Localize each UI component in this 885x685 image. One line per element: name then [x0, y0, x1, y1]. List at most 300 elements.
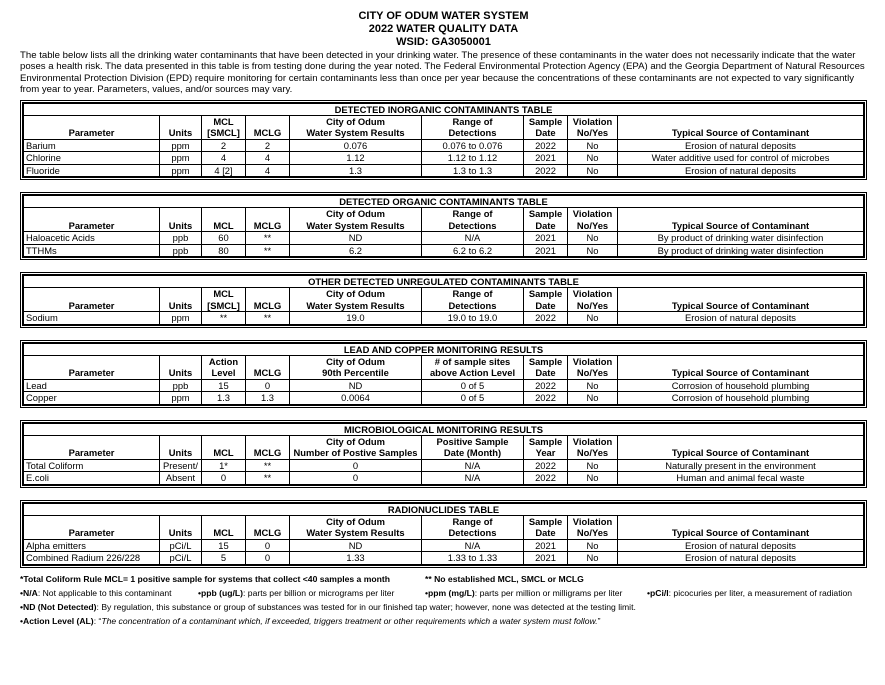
- column-header-line: [26, 516, 157, 527]
- cell-violation: No: [568, 152, 618, 165]
- column-header-line: [204, 516, 243, 527]
- column-header-line: [162, 116, 199, 127]
- title-line-1: CITY OF ODUM WATER SYSTEM: [358, 10, 529, 22]
- cell-sample: 2022: [524, 379, 568, 392]
- note-al-quote-close: ”: [597, 615, 601, 626]
- column-header-source: [618, 288, 864, 312]
- note-ppm-def: : parts per million or milligrams per liter: [474, 587, 623, 598]
- document-title: [20, 10, 867, 49]
- column-header-violation: [568, 115, 618, 139]
- cell-results: 6.2: [290, 244, 422, 257]
- cell-parameter: Total Coliform: [24, 459, 160, 472]
- note-na-term: •N/A: [20, 587, 38, 598]
- cell-mclg: 2: [246, 139, 290, 152]
- cell-mclg: **: [246, 232, 290, 245]
- note-no-mcl: ** No established MCL, SMCL or MCLG: [425, 573, 584, 584]
- table-row: [24, 459, 864, 472]
- note-na-def: : Not applicable to this contaminant: [37, 587, 172, 598]
- column-header-violation: [568, 435, 618, 459]
- column-header-line: MCL: [213, 115, 234, 127]
- column-header-range: [422, 115, 524, 139]
- note-ppb: [198, 586, 425, 600]
- cell-parameter: Lead: [24, 379, 160, 392]
- table-row: [24, 392, 864, 405]
- table-row: [24, 552, 864, 565]
- column-header-line: [620, 436, 861, 447]
- table-title: DETECTED INORGANIC CONTAMINANTS TABLE: [24, 103, 864, 115]
- column-header-line: City of Odum: [326, 435, 385, 447]
- cell-mcl: 15: [202, 539, 246, 552]
- cell-violation: No: [568, 539, 618, 552]
- column-header-line: Violation: [572, 208, 613, 220]
- column-header-line: No/Yes: [576, 299, 609, 311]
- column-header-line: Level: [211, 367, 236, 379]
- column-header-line: Violation: [572, 115, 613, 127]
- cell-parameter: Chlorine: [24, 152, 160, 165]
- note-na: [20, 586, 198, 600]
- cell-source: By product of drinking water disinfection: [618, 232, 864, 245]
- cell-range: 0.076 to 0.076: [422, 139, 524, 152]
- column-header-line: MCLG: [253, 299, 282, 311]
- column-header-line: # of sample sites: [434, 355, 511, 367]
- note-ppm: [425, 586, 647, 600]
- column-header-line: Year: [535, 447, 556, 459]
- note-al-def: The concentration of a contaminant which, if exceeded, triggers treatment or other requirements which a water system must follow.: [101, 615, 598, 626]
- column-header-line: [248, 356, 287, 367]
- column-header-line: Units: [168, 527, 193, 539]
- note-ppm-term: •ppm (mg/L): [425, 587, 475, 598]
- cell-sample: 2022: [524, 164, 568, 177]
- column-header-parameter: [24, 115, 160, 139]
- table-row: [24, 232, 864, 245]
- column-header-source: [618, 355, 864, 379]
- column-header-line: Sample: [528, 355, 563, 367]
- column-header-violation: [568, 515, 618, 539]
- column-header-mcl: [202, 355, 246, 379]
- column-header-line: [620, 356, 861, 367]
- table-title: OTHER DETECTED UNREGULATED CONTAMINANTS TABLE: [24, 276, 864, 288]
- note-coliform: *Total Coliform Rule MCL= 1 positive sample for systems that collect <40 samples a month: [20, 573, 390, 584]
- footnotes: [20, 572, 867, 628]
- table-row: [24, 139, 864, 152]
- column-header-line: Number of Postive Samples: [293, 447, 418, 459]
- column-header-line: Range of: [452, 115, 493, 127]
- column-header-line: above Action Level: [429, 367, 516, 379]
- cell-violation: No: [568, 392, 618, 405]
- column-header-units: [160, 435, 202, 459]
- note-ppb-term: •ppb (ug/L): [198, 587, 244, 598]
- cell-source: Erosion of natural deposits: [618, 139, 864, 152]
- column-header-line: [SMCL]: [207, 127, 240, 139]
- column-header-line: Typical Source of Contaminant: [671, 127, 810, 139]
- table-box: [20, 340, 867, 408]
- column-header-results: [290, 115, 422, 139]
- column-header-line: Parameter: [68, 219, 115, 231]
- column-header-line: Date (Month): [443, 447, 502, 459]
- cell-mcl: 4: [202, 152, 246, 165]
- cell-source: Corrosion of household plumbing: [618, 379, 864, 392]
- cell-sample: 2021: [524, 244, 568, 257]
- table-row: [24, 164, 864, 177]
- column-header-sample: [524, 288, 568, 312]
- cell-source: Erosion of natural deposits: [618, 164, 864, 177]
- column-header-line: Typical Source of Contaminant: [671, 367, 810, 379]
- table-title: DETECTED ORGANIC CONTAMINANTS TABLE: [24, 196, 864, 208]
- cell-units: ppm: [160, 392, 202, 405]
- column-header-violation: [568, 208, 618, 232]
- cell-mclg: 1.3: [246, 392, 290, 405]
- cell-results: 0: [290, 472, 422, 485]
- table-row: [24, 152, 864, 165]
- column-header-line: Violation: [572, 355, 613, 367]
- cell-mclg: **: [246, 244, 290, 257]
- column-header-range: [422, 435, 524, 459]
- column-header-results: [290, 515, 422, 539]
- column-header-parameter: [24, 435, 160, 459]
- cell-results: 1.33: [290, 552, 422, 565]
- column-header-line: Date: [535, 127, 556, 139]
- cell-results: 0: [290, 459, 422, 472]
- column-header-line: City of Odum: [326, 288, 385, 300]
- cell-mcl: 4 [2]: [202, 164, 246, 177]
- column-header-line: 90th Percentile: [322, 367, 389, 379]
- note-nd-term: •ND (Not Detected): [20, 601, 97, 612]
- cell-range: N/A: [422, 232, 524, 245]
- cell-violation: No: [568, 232, 618, 245]
- column-header-line: No/Yes: [576, 447, 609, 459]
- cell-units: ppb: [160, 379, 202, 392]
- cell-source: Corrosion of household plumbing: [618, 392, 864, 405]
- cell-mclg: **: [246, 459, 290, 472]
- cell-violation: No: [568, 244, 618, 257]
- column-header-line: Violation: [572, 288, 613, 300]
- column-header-line: [26, 116, 157, 127]
- column-header-line: Parameter: [68, 127, 115, 139]
- column-header-units: [160, 208, 202, 232]
- column-header-line: Detections: [448, 299, 497, 311]
- note-ppb-def: : parts per billion or micrograms per liter: [243, 587, 395, 598]
- column-header-line: [620, 516, 861, 527]
- cell-sample: 2022: [524, 312, 568, 325]
- column-header-line: Typical Source of Contaminant: [671, 299, 810, 311]
- cell-mcl: 1*: [202, 459, 246, 472]
- table-header-row: [24, 355, 864, 379]
- cell-mclg: 4: [246, 152, 290, 165]
- column-header-source: [618, 515, 864, 539]
- cell-parameter: Sodium: [24, 312, 160, 325]
- contaminant-table: [23, 503, 864, 565]
- note-action-level: [20, 614, 867, 628]
- column-header-line: MCL: [213, 219, 234, 231]
- cell-parameter: Alpha emitters: [24, 539, 160, 552]
- table-box: [20, 272, 867, 328]
- column-header-mcl: [202, 208, 246, 232]
- column-header-mcl: [202, 435, 246, 459]
- column-header-source: [618, 115, 864, 139]
- column-header-line: MCL: [213, 447, 234, 459]
- column-header-line: MCL: [213, 527, 234, 539]
- cell-mclg: 0: [246, 379, 290, 392]
- column-header-parameter: [24, 515, 160, 539]
- column-header-source: [618, 435, 864, 459]
- column-header-line: MCLG: [253, 527, 282, 539]
- note-pci: [647, 586, 852, 600]
- column-header-line: Sample: [528, 208, 563, 220]
- cell-results: ND: [290, 539, 422, 552]
- cell-range: 19.0 to 19.0: [422, 312, 524, 325]
- cell-mcl: 1.3: [202, 392, 246, 405]
- cell-sample: 2021: [524, 552, 568, 565]
- column-header-line: Parameter: [68, 367, 115, 379]
- column-header-parameter: [24, 208, 160, 232]
- note-nd-def: : By regulation, this substance or group of substances was tested for in our finished tap water; however, none was detected at the testing limit.: [96, 601, 636, 612]
- cell-units: pCi/L: [160, 539, 202, 552]
- cell-sample: 2022: [524, 459, 568, 472]
- column-header-line: Action: [208, 355, 239, 367]
- cell-results: 1.3: [290, 164, 422, 177]
- column-header-line: Detections: [448, 219, 497, 231]
- column-header-mcl: [202, 115, 246, 139]
- table-box: [20, 192, 867, 260]
- column-header-source: [618, 208, 864, 232]
- column-header-line: Sample: [528, 515, 563, 527]
- column-header-line: Units: [168, 447, 193, 459]
- table-title: LEAD AND COPPER MONITORING RESULTS: [24, 343, 864, 355]
- column-header-line: Sample: [528, 115, 563, 127]
- column-header-parameter: [24, 288, 160, 312]
- column-header-sample: [524, 355, 568, 379]
- cell-violation: No: [568, 379, 618, 392]
- table-header-row: [24, 288, 864, 312]
- cell-source: Naturally present in the environment: [618, 459, 864, 472]
- column-header-mclg: [246, 115, 290, 139]
- cell-range: 1.33 to 1.33: [422, 552, 524, 565]
- column-header-line: Units: [168, 219, 193, 231]
- note-al-quote-open: : “: [93, 615, 102, 626]
- note-al-term: •Action Level (AL): [20, 615, 94, 626]
- cell-violation: No: [568, 139, 618, 152]
- column-header-sample: [524, 208, 568, 232]
- column-header-line: Typical Source of Contaminant: [671, 527, 810, 539]
- table-box: [20, 500, 867, 568]
- column-header-line: MCL: [213, 288, 234, 300]
- column-header-line: [162, 516, 199, 527]
- column-header-line: [26, 436, 157, 447]
- cell-range: N/A: [422, 539, 524, 552]
- column-header-line: MCLG: [253, 219, 282, 231]
- column-header-line: [248, 116, 287, 127]
- column-header-violation: [568, 355, 618, 379]
- column-header-line: Units: [168, 299, 193, 311]
- note-pci-def: : picocuries per liter, a measurement of radiation: [668, 587, 853, 598]
- cell-range: N/A: [422, 472, 524, 485]
- column-header-line: Detections: [448, 127, 497, 139]
- column-header-line: Range of: [452, 208, 493, 220]
- column-header-line: Date: [535, 299, 556, 311]
- table-row: [24, 539, 864, 552]
- column-header-line: [162, 209, 199, 220]
- column-header-units: [160, 515, 202, 539]
- column-header-line: [162, 436, 199, 447]
- cell-range: 1.3 to 1.3: [422, 164, 524, 177]
- cell-parameter: Barium: [24, 139, 160, 152]
- column-header-line: [26, 356, 157, 367]
- column-header-line: No/Yes: [576, 219, 609, 231]
- cell-units: Present/: [160, 459, 202, 472]
- column-header-mclg: [246, 355, 290, 379]
- table-row: [24, 472, 864, 485]
- cell-sample: 2022: [524, 472, 568, 485]
- column-header-line: [26, 209, 157, 220]
- cell-mcl: 2: [202, 139, 246, 152]
- cell-mcl: 60: [202, 232, 246, 245]
- cell-units: ppm: [160, 139, 202, 152]
- column-header-line: Water System Results: [306, 527, 405, 539]
- column-header-parameter: [24, 355, 160, 379]
- cell-source: Human and animal fecal waste: [618, 472, 864, 485]
- column-header-line: Violation: [572, 435, 613, 447]
- cell-mclg: 4: [246, 164, 290, 177]
- column-header-units: [160, 288, 202, 312]
- title-line-3: WSID: GA3050001: [396, 36, 491, 48]
- cell-parameter: E.coli: [24, 472, 160, 485]
- cell-sample: 2021: [524, 152, 568, 165]
- column-header-line: [204, 209, 243, 220]
- column-header-line: Parameter: [68, 447, 115, 459]
- column-header-line: [248, 209, 287, 220]
- column-header-line: Sample: [528, 288, 563, 300]
- table-row: [24, 244, 864, 257]
- cell-parameter: Copper: [24, 392, 160, 405]
- cell-range: 0 of 5: [422, 392, 524, 405]
- column-header-mclg: [246, 208, 290, 232]
- column-header-range: [422, 515, 524, 539]
- cell-range: 1.12 to 1.12: [422, 152, 524, 165]
- cell-range: 6.2 to 6.2: [422, 244, 524, 257]
- table-header-row: [24, 115, 864, 139]
- column-header-line: Units: [168, 127, 193, 139]
- cell-range: N/A: [422, 459, 524, 472]
- cell-mcl: 80: [202, 244, 246, 257]
- cell-parameter: Haloacetic Acids: [24, 232, 160, 245]
- contaminant-table: [23, 423, 864, 485]
- column-header-line: No/Yes: [576, 367, 609, 379]
- cell-parameter: Fluoride: [24, 164, 160, 177]
- column-header-line: [26, 289, 157, 300]
- cell-mclg: **: [246, 472, 290, 485]
- column-header-line: Typical Source of Contaminant: [671, 219, 810, 231]
- column-header-line: MCLG: [253, 367, 282, 379]
- column-header-range: [422, 355, 524, 379]
- column-header-line: Sample: [528, 435, 563, 447]
- column-header-line: No/Yes: [576, 127, 609, 139]
- cell-violation: No: [568, 312, 618, 325]
- title-line-2: 2022 WATER QUALITY DATA: [368, 23, 519, 35]
- table-row: [24, 312, 864, 325]
- cell-sample: 2021: [524, 539, 568, 552]
- column-header-line: City of Odum: [326, 208, 385, 220]
- cell-mcl: 5: [202, 552, 246, 565]
- cell-mclg: **: [246, 312, 290, 325]
- column-header-line: Range of: [452, 515, 493, 527]
- cell-violation: No: [568, 552, 618, 565]
- column-header-line: Date: [535, 527, 556, 539]
- cell-units: ppm: [160, 152, 202, 165]
- table-row: [24, 379, 864, 392]
- column-header-line: Positive Sample: [436, 435, 509, 447]
- table-title: RADIONUCLIDES TABLE: [24, 503, 864, 515]
- column-header-line: [162, 289, 199, 300]
- cell-parameter: Combined Radium 226/228: [24, 552, 160, 565]
- cell-mclg: 0: [246, 552, 290, 565]
- cell-source: Water additive used for control of microbes: [618, 152, 864, 165]
- column-header-line: [248, 436, 287, 447]
- contaminant-table: [23, 343, 864, 405]
- cell-source: Erosion of natural deposits: [618, 312, 864, 325]
- column-header-mclg: [246, 435, 290, 459]
- table-header-row: [24, 435, 864, 459]
- column-header-line: Typical Source of Contaminant: [671, 447, 810, 459]
- column-header-line: Parameter: [68, 527, 115, 539]
- cell-results: 19.0: [290, 312, 422, 325]
- cell-units: Absent: [160, 472, 202, 485]
- cell-results: 1.12: [290, 152, 422, 165]
- column-header-line: Water System Results: [306, 219, 405, 231]
- cell-source: By product of drinking water disinfection: [618, 244, 864, 257]
- column-header-results: [290, 208, 422, 232]
- cell-units: ppb: [160, 232, 202, 245]
- column-header-line: Date: [535, 367, 556, 379]
- table-box: [20, 100, 867, 181]
- column-header-line: Detections: [448, 527, 497, 539]
- cell-sample: 2022: [524, 139, 568, 152]
- column-header-line: Date: [535, 219, 556, 231]
- cell-mcl: 0: [202, 472, 246, 485]
- cell-units: ppm: [160, 164, 202, 177]
- column-header-sample: [524, 115, 568, 139]
- column-header-line: [620, 209, 861, 220]
- column-header-line: [162, 356, 199, 367]
- cell-source: Erosion of natural deposits: [618, 539, 864, 552]
- note-pci-term: •pCi/l: [647, 587, 669, 598]
- contaminant-table: [23, 275, 864, 325]
- column-header-units: [160, 115, 202, 139]
- contaminant-table: [23, 103, 864, 178]
- column-header-line: Water System Results: [306, 299, 405, 311]
- column-header-range: [422, 288, 524, 312]
- column-header-line: Range of: [452, 288, 493, 300]
- cell-violation: No: [568, 164, 618, 177]
- cell-mclg: 0: [246, 539, 290, 552]
- column-header-line: [SMCL]: [207, 299, 240, 311]
- column-header-line: [620, 116, 861, 127]
- cell-mcl: **: [202, 312, 246, 325]
- column-header-results: [290, 288, 422, 312]
- cell-results: 0.0064: [290, 392, 422, 405]
- column-header-line: MCLG: [253, 127, 282, 139]
- cell-violation: No: [568, 472, 618, 485]
- cell-units: ppm: [160, 312, 202, 325]
- column-header-line: MCLG: [253, 447, 282, 459]
- column-header-range: [422, 208, 524, 232]
- cell-results: ND: [290, 232, 422, 245]
- cell-sample: 2022: [524, 392, 568, 405]
- column-header-line: [248, 516, 287, 527]
- contaminant-table: [23, 195, 864, 257]
- column-header-mclg: [246, 515, 290, 539]
- cell-units: pCi/L: [160, 552, 202, 565]
- cell-results: 0.076: [290, 139, 422, 152]
